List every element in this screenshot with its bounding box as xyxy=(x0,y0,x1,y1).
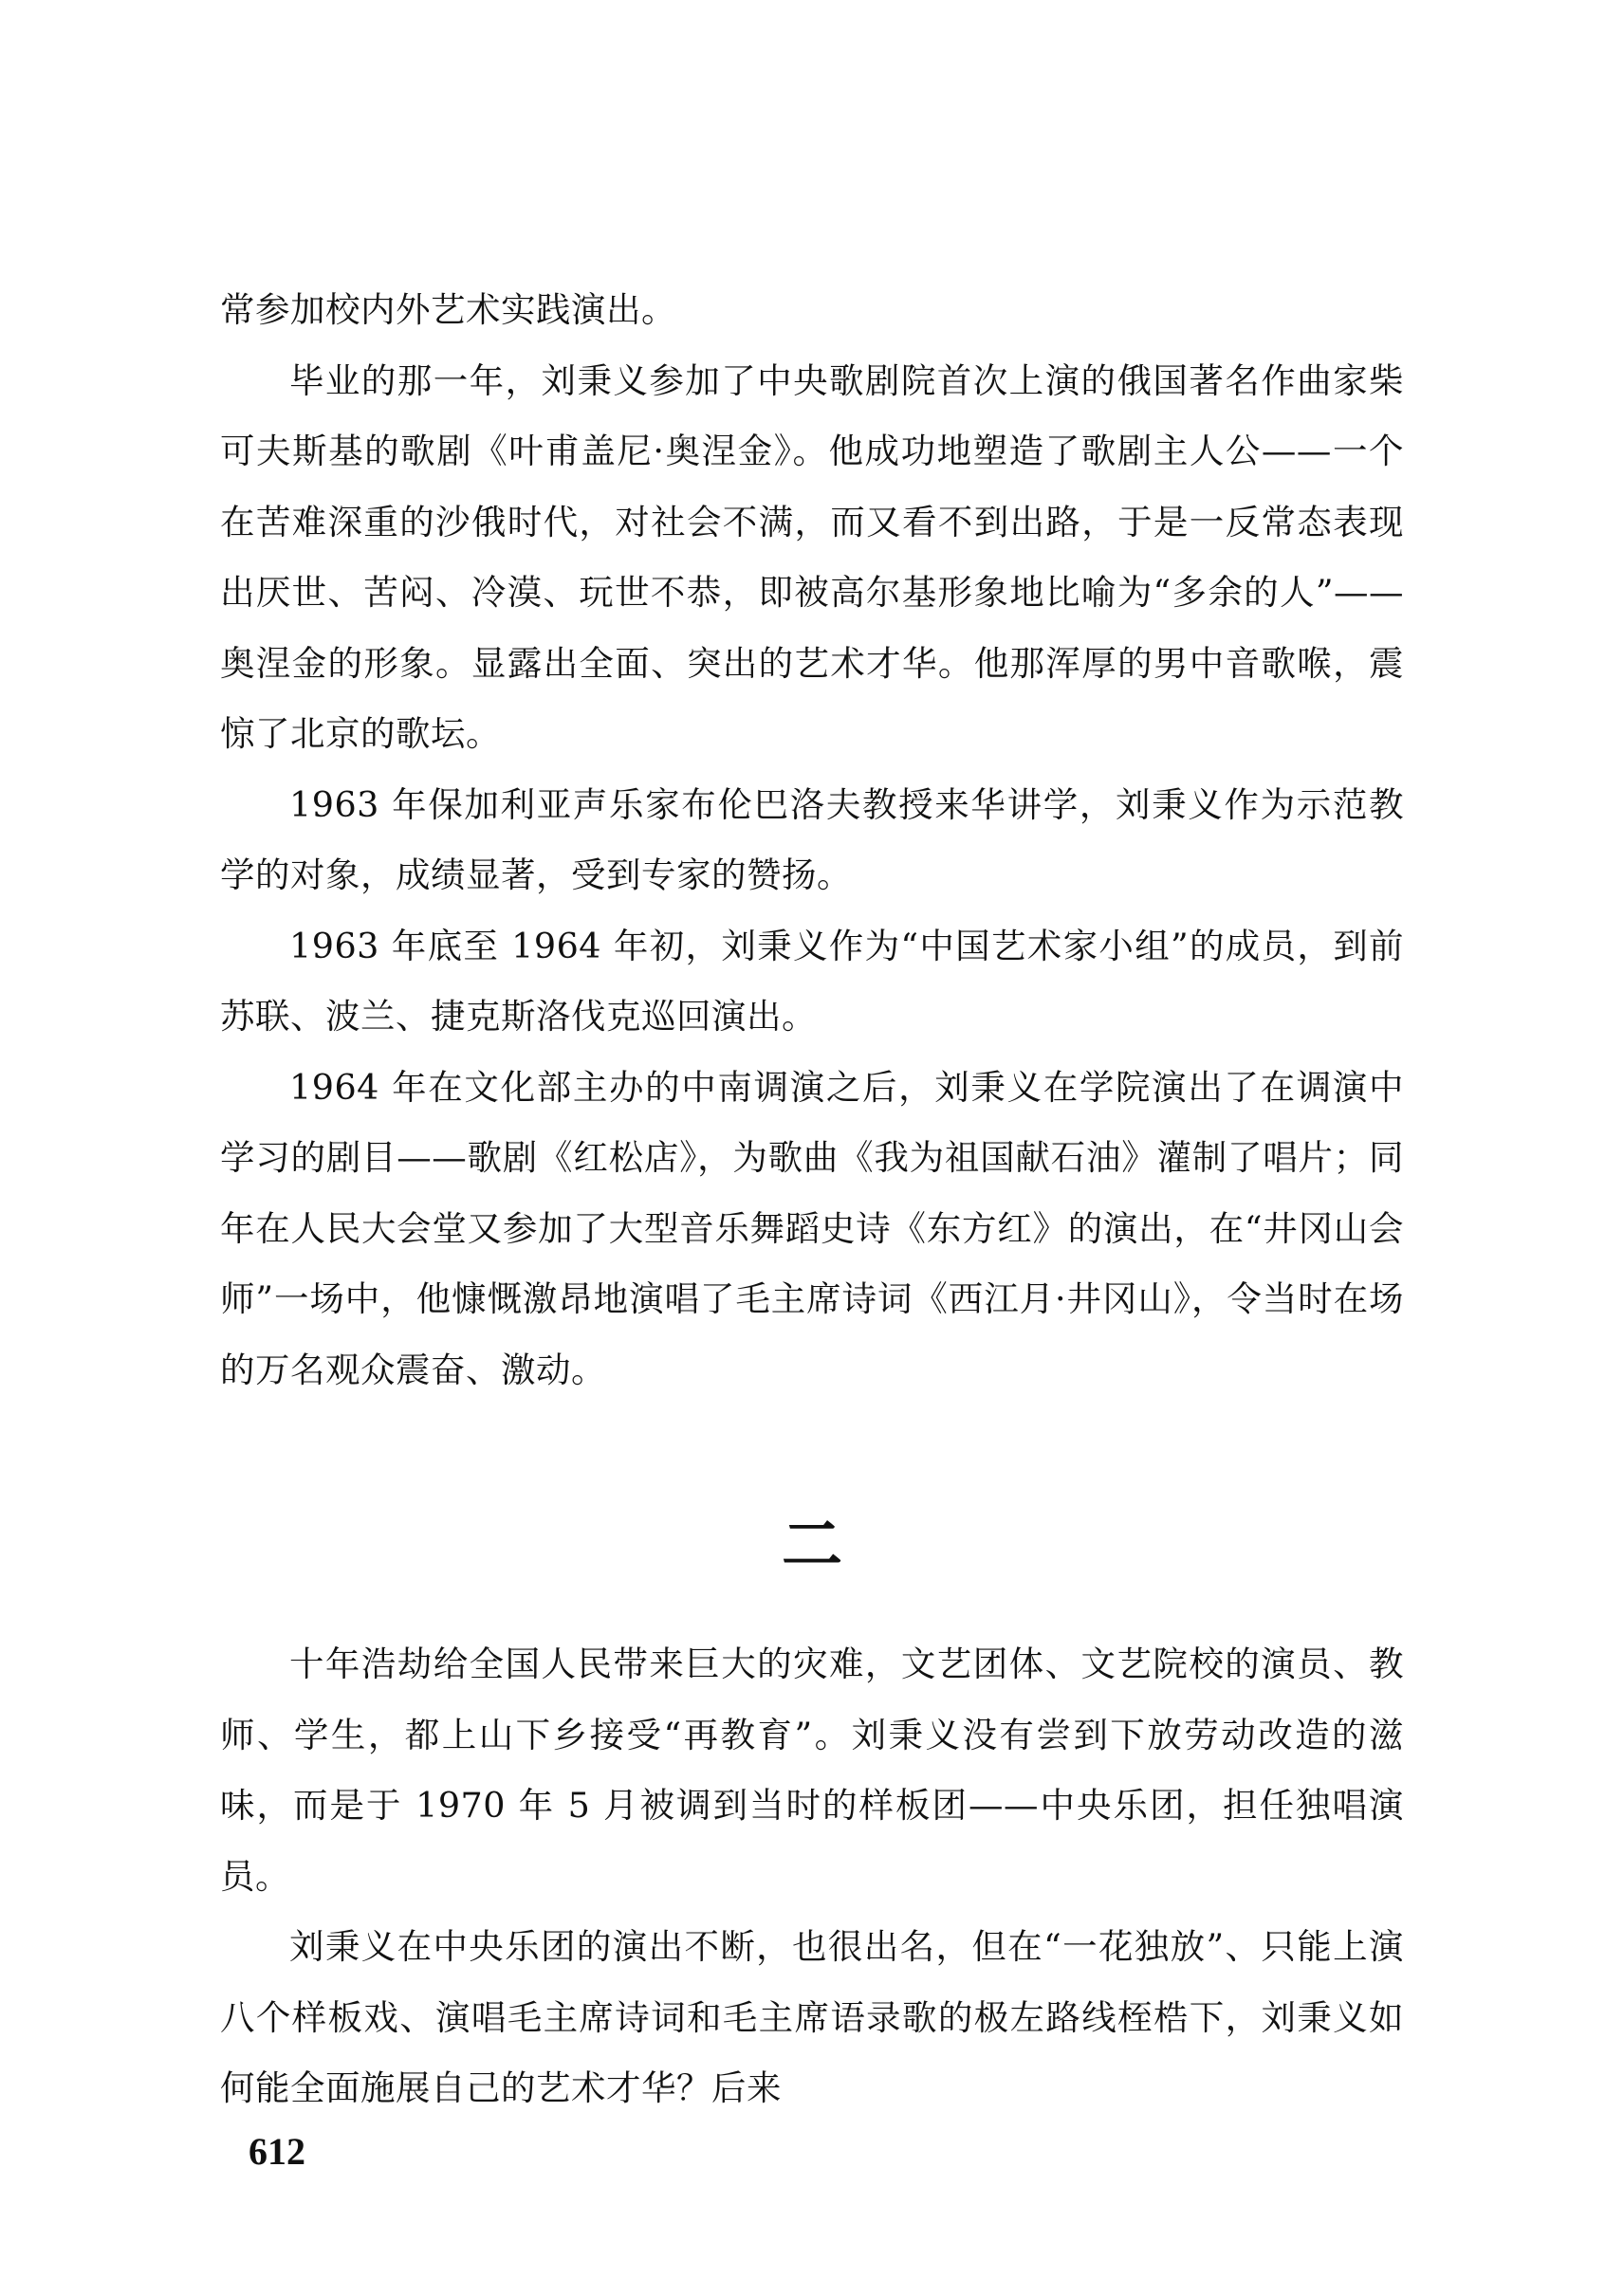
paragraph: 刘秉义在中央乐团的演出不断，也很出名，但在“一花独放”、只能上演八个样板戏、演唱毛主席诗词和毛主席语录歌的极左路线桎梏下，刘秉义如何能全面施展自己的艺术才华？后来 xyxy=(220,1926,1404,2108)
page-number: 612 xyxy=(249,2130,305,2173)
paragraph: 1963 年保加利亚声乐家布伦巴洛夫教授来华讲学，刘秉义作为示范教学的对象，成绩显著，受到专家的赞扬。 xyxy=(220,783,1404,895)
text-section-two xyxy=(220,1629,1404,2124)
paragraph: 毕业的那一年，刘秉义参加了中央歌剧院首次上演的俄国著名作曲家柴可夫斯基的歌剧《叶甫盖尼·奥涅金》。他成功地塑造了歌剧主人公——一个在苦难深重的沙俄时代，对社会不满，而又看不到出路，于是一反常态表现出厌世、苦闷、冷漠、玩世不恭，即被高尔基形象地比喻为“多余的人”——奥涅金的形象。显露出全面、突出的艺术才华。他那浑厚的男中音歌喉，震惊了北京的歌坛。 xyxy=(220,359,1404,754)
section-heading: 二 xyxy=(782,1511,842,1581)
paragraph: 常参加校内外艺术实践演出。 xyxy=(220,289,676,330)
paragraph: 1964 年在文化部主办的中南调演之后，刘秉义在学院演出了在调演中学习的剧目——歌剧《红松店》，为歌曲《我为祖国献石油》灌制了唱片；同年在人民大会堂又参加了大型音乐舞蹈史诗《东方红》的演出，在“井冈山会师”一场中，他慷慨激昂地演唱了毛主席诗词《西江月·井冈山》，令当时在场的万名观众震奋、激动。 xyxy=(220,1066,1404,1390)
paragraph: 十年浩劫给全国人民带来巨大的灾难，文艺团体、文艺院校的演员、教师、学生，都上山下乡接受“再教育”。刘秉义没有尝到下放劳动改造的滋味，而是于 1970 年 5 月被调到当时的样板团——中央乐团，担任独唱演员。 xyxy=(220,1644,1404,1897)
paragraph: 1963 年底至 1964 年初，刘秉义作为“中国艺术家小组”的成员，到前苏联、波兰、捷克斯洛伐克巡回演出。 xyxy=(220,925,1404,1037)
text-section-one xyxy=(220,275,1404,1405)
